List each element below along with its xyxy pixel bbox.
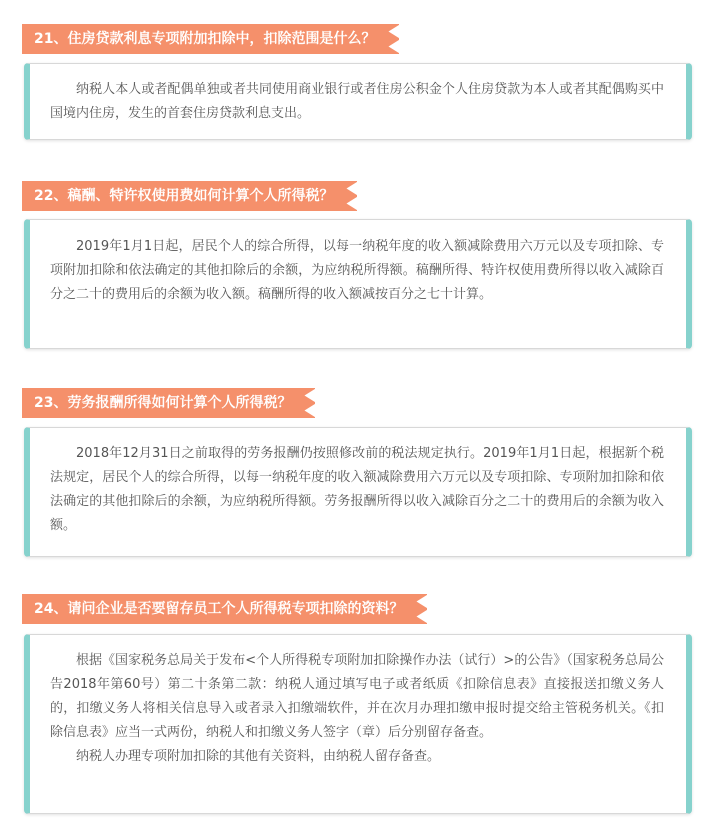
answer-card-21 <box>24 63 692 140</box>
answer-paragraph: 2019年1月1日起，居民个人的综合所得，以每一纳税年度的收入额减除费用六万元以及专项扣除、专项附加扣除和依法确定的其他扣除后的余额，为应纳税所得额。稿酬所得、特许权使用费所得以收入减除百分之二十的费用后的余额为收入额。稿酬所得的收入额减按百分之七十计算。 <box>50 239 664 302</box>
question-tag-24: 24、请问企业是否要留存员工个人所得税专项扣除的资料？ <box>22 594 427 624</box>
answer-paragraph: 纳税人办理专项附加扣除的其他有关资料，由纳税人留存备查。 <box>76 749 441 764</box>
answer-card-23 <box>24 427 692 557</box>
question-tag-21: 21、住房贷款利息专项附加扣除中，扣除范围是什么？ <box>22 24 399 54</box>
answer-card-22 <box>24 219 692 349</box>
answer-card-24 <box>24 634 692 814</box>
answer-paragraph: 纳税人本人或者配偶单独或者共同使用商业银行或者住房公积金个人住房贷款为本人或者其配偶购买中国境内住房，发生的首套住房贷款利息支出。 <box>50 82 664 121</box>
question-tag-22: 22、稿酬、特许权使用费如何计算个人所得税？ <box>22 181 357 211</box>
question-tag-23: 23、劳务报酬所得如何计算个人所得税？ <box>22 388 315 418</box>
answer-paragraph: 根据《国家税务总局关于发布<个人所得税专项附加扣除操作办法（试行）>的公告》（国家税务总局公告2018年第60号）第二十条第二款：纳税人通过填写电子或者纸质《扣除信息表》直接报送扣缴义务人的，扣缴义务人将相关信息导入或者录入扣缴端软件，并在次月办理扣缴申报时提交给主管税务机关。《扣除信息表》应当一式两份，纳税人和扣缴义务人签字（章）后分别留存备查。 <box>50 653 664 740</box>
answer-paragraph: 2018年12月31日之前取得的劳务报酬仍按照修改前的税法规定执行。2019年1月1日起，根据新个税法规定，居民个人的综合所得，以每一纳税年度的收入额减除费用六万元以及专项扣除、专项附加扣除和依法确定的其他扣除后的余额，为应纳税所得额。劳务报酬所得以收入减除百分之二十的费用后的余额为收入额。 <box>50 446 664 533</box>
